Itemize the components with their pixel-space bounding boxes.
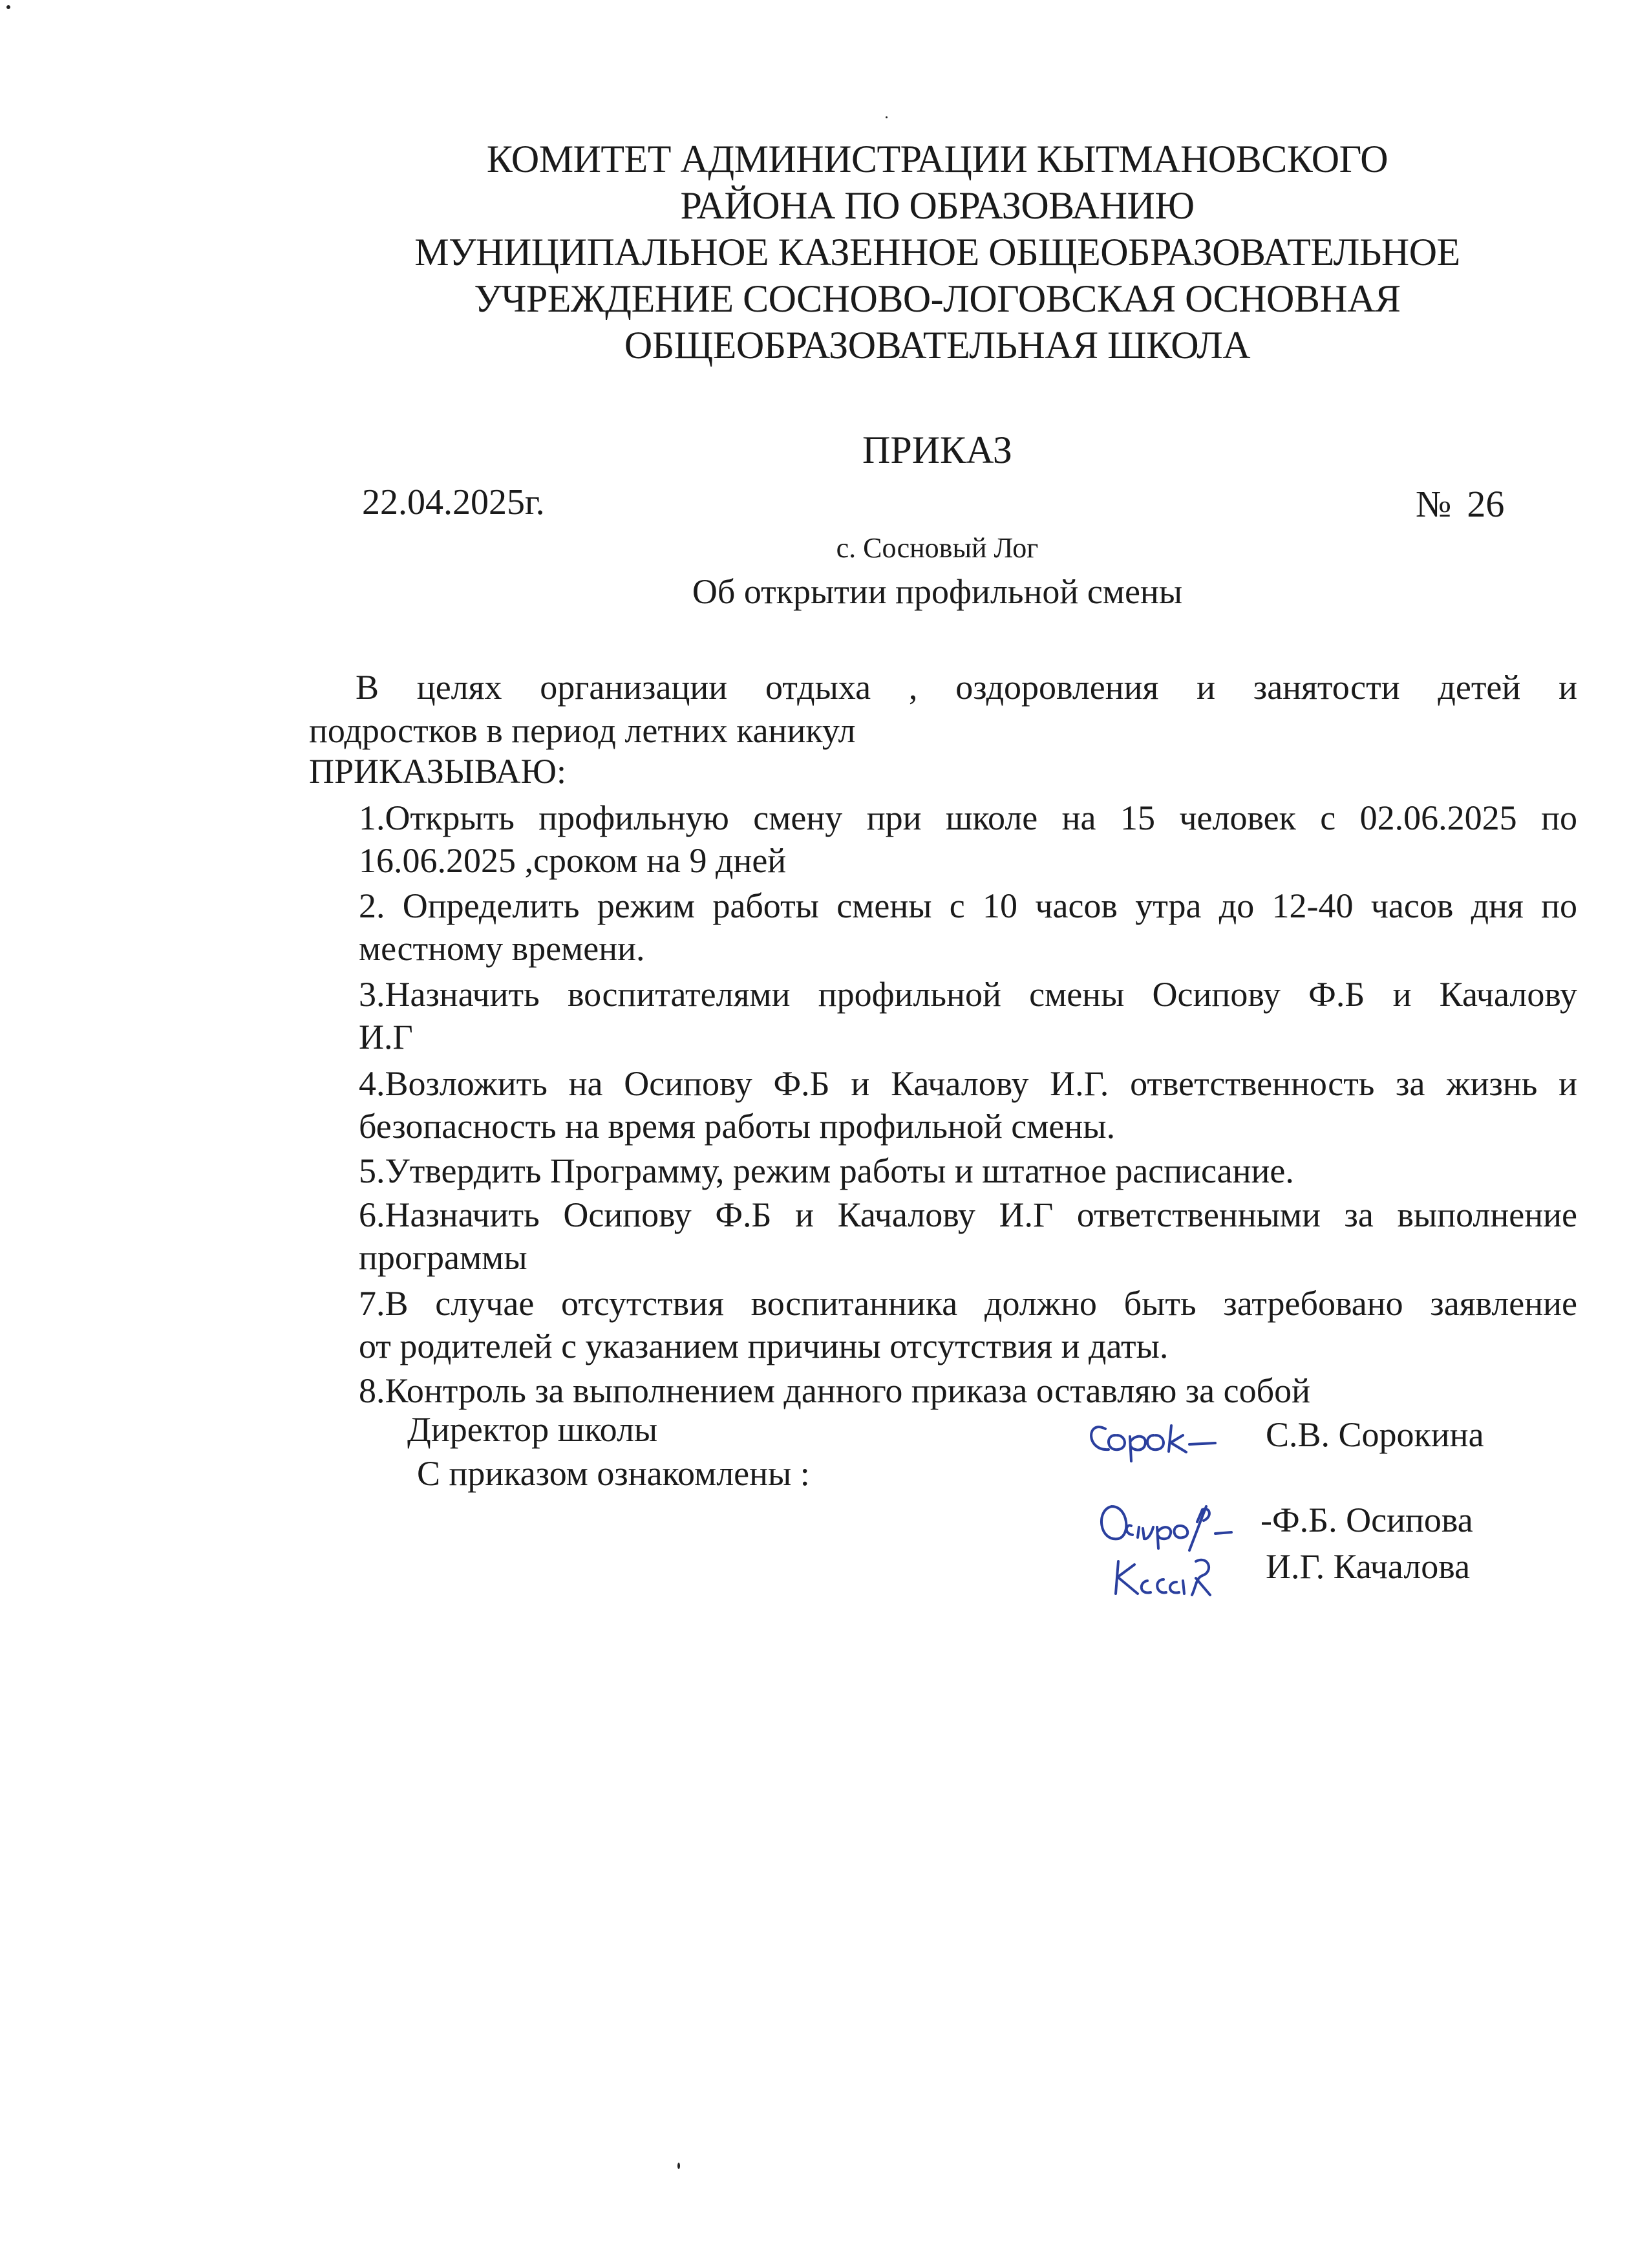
document-date: 22.04.2025г. [362,482,545,522]
acknowledged-name-1: -Ф.Б. Осипова [1261,1501,1473,1539]
header-line: ОБЩЕОБРАЗОВАТЕЛЬНАЯ ШКОЛА [624,324,1251,367]
organization-header [323,136,1551,369]
order-item-6: 6.Назначить Осипову Ф.Б и Качалову И.Г ответственными за выполнение [359,1195,1577,1234]
director-name: С.В. Сорокина [1266,1415,1484,1454]
header-line: РАЙОНА ПО ОБРАЗОВАНИЮ [680,184,1195,227]
order-item-7-cont: от родителей с указанием причины отсутствия и даты. [359,1327,1169,1365]
order-item-2: 2. Определить режим работы смены с 10 часов утра до 12-40 часов дня по [359,886,1577,925]
scan-speck [677,2163,680,2169]
order-item-1: 1.Открыть профильную смену при школе на 15 человек с 02.06.2025 по [359,798,1577,837]
order-item-3-cont: И.Г [359,1018,413,1056]
order-item-3: 3.Назначить воспитателями профильной смены Осипову Ф.Б и Качалову [359,975,1577,1014]
acknowledged-name-2: И.Г. Качалова [1266,1547,1471,1586]
number-sign: № [1416,483,1452,525]
document-title: ПРИКАЗ [862,429,1012,471]
order-item-5: 5.Утвердить Программу, режим работы и штатное расписание. [359,1151,1294,1190]
intro-line: подростков в период летних каникул [309,711,856,750]
acknowledgement-signature-2 [1099,1535,1280,1600]
director-label: Директор школы [407,1410,658,1449]
order-item-4: 4.Возложить на Осипову Ф.Б и Качалову И.Г. ответственность за жизнь и [359,1064,1577,1103]
intro-line: В целях организации отдыха , оздоровления и занятости детей и [356,668,1577,707]
order-item-6-cont: программы [359,1238,527,1277]
document-number [1416,482,1504,527]
document-place: с. Сосновый Лог [836,532,1039,564]
document-subject: Об открытии профильной смены [692,572,1183,611]
order-item-2-cont: местному времени. [359,929,645,968]
order-item-8: 8.Контроль за выполнением данного приказа оставляю за собой [359,1371,1310,1410]
number-value: 26 [1467,483,1505,525]
order-item-7: 7.В случае отсутствия воспитанника должно быть затребовано заявление [359,1284,1577,1323]
order-item-4-cont: безопасность на время работы профильной смены. [359,1107,1116,1146]
acquainted-label: С приказом ознакомлены : [417,1454,810,1493]
scan-speck [886,116,888,118]
order-item-1-cont: 16.06.2025 ,сроком на 9 дней [359,841,787,880]
director-signature [1080,1390,1273,1468]
order-word: ПРИКАЗЫВАЮ: [309,752,566,791]
scan-speck [6,5,10,9]
header-line: УЧРЕЖДЕНИЕ СОСНОВО-ЛОГОВСКАЯ ОСНОВНАЯ [474,277,1401,320]
header-line: МУНИЦИПАЛЬНОЕ КАЗЕННОЕ ОБЩЕОБРАЗОВАТЕЛЬНОЕ [414,231,1460,273]
header-line: КОМИТЕТ АДМИНИСТРАЦИИ КЫТМАНОВСКОГО [486,138,1388,180]
